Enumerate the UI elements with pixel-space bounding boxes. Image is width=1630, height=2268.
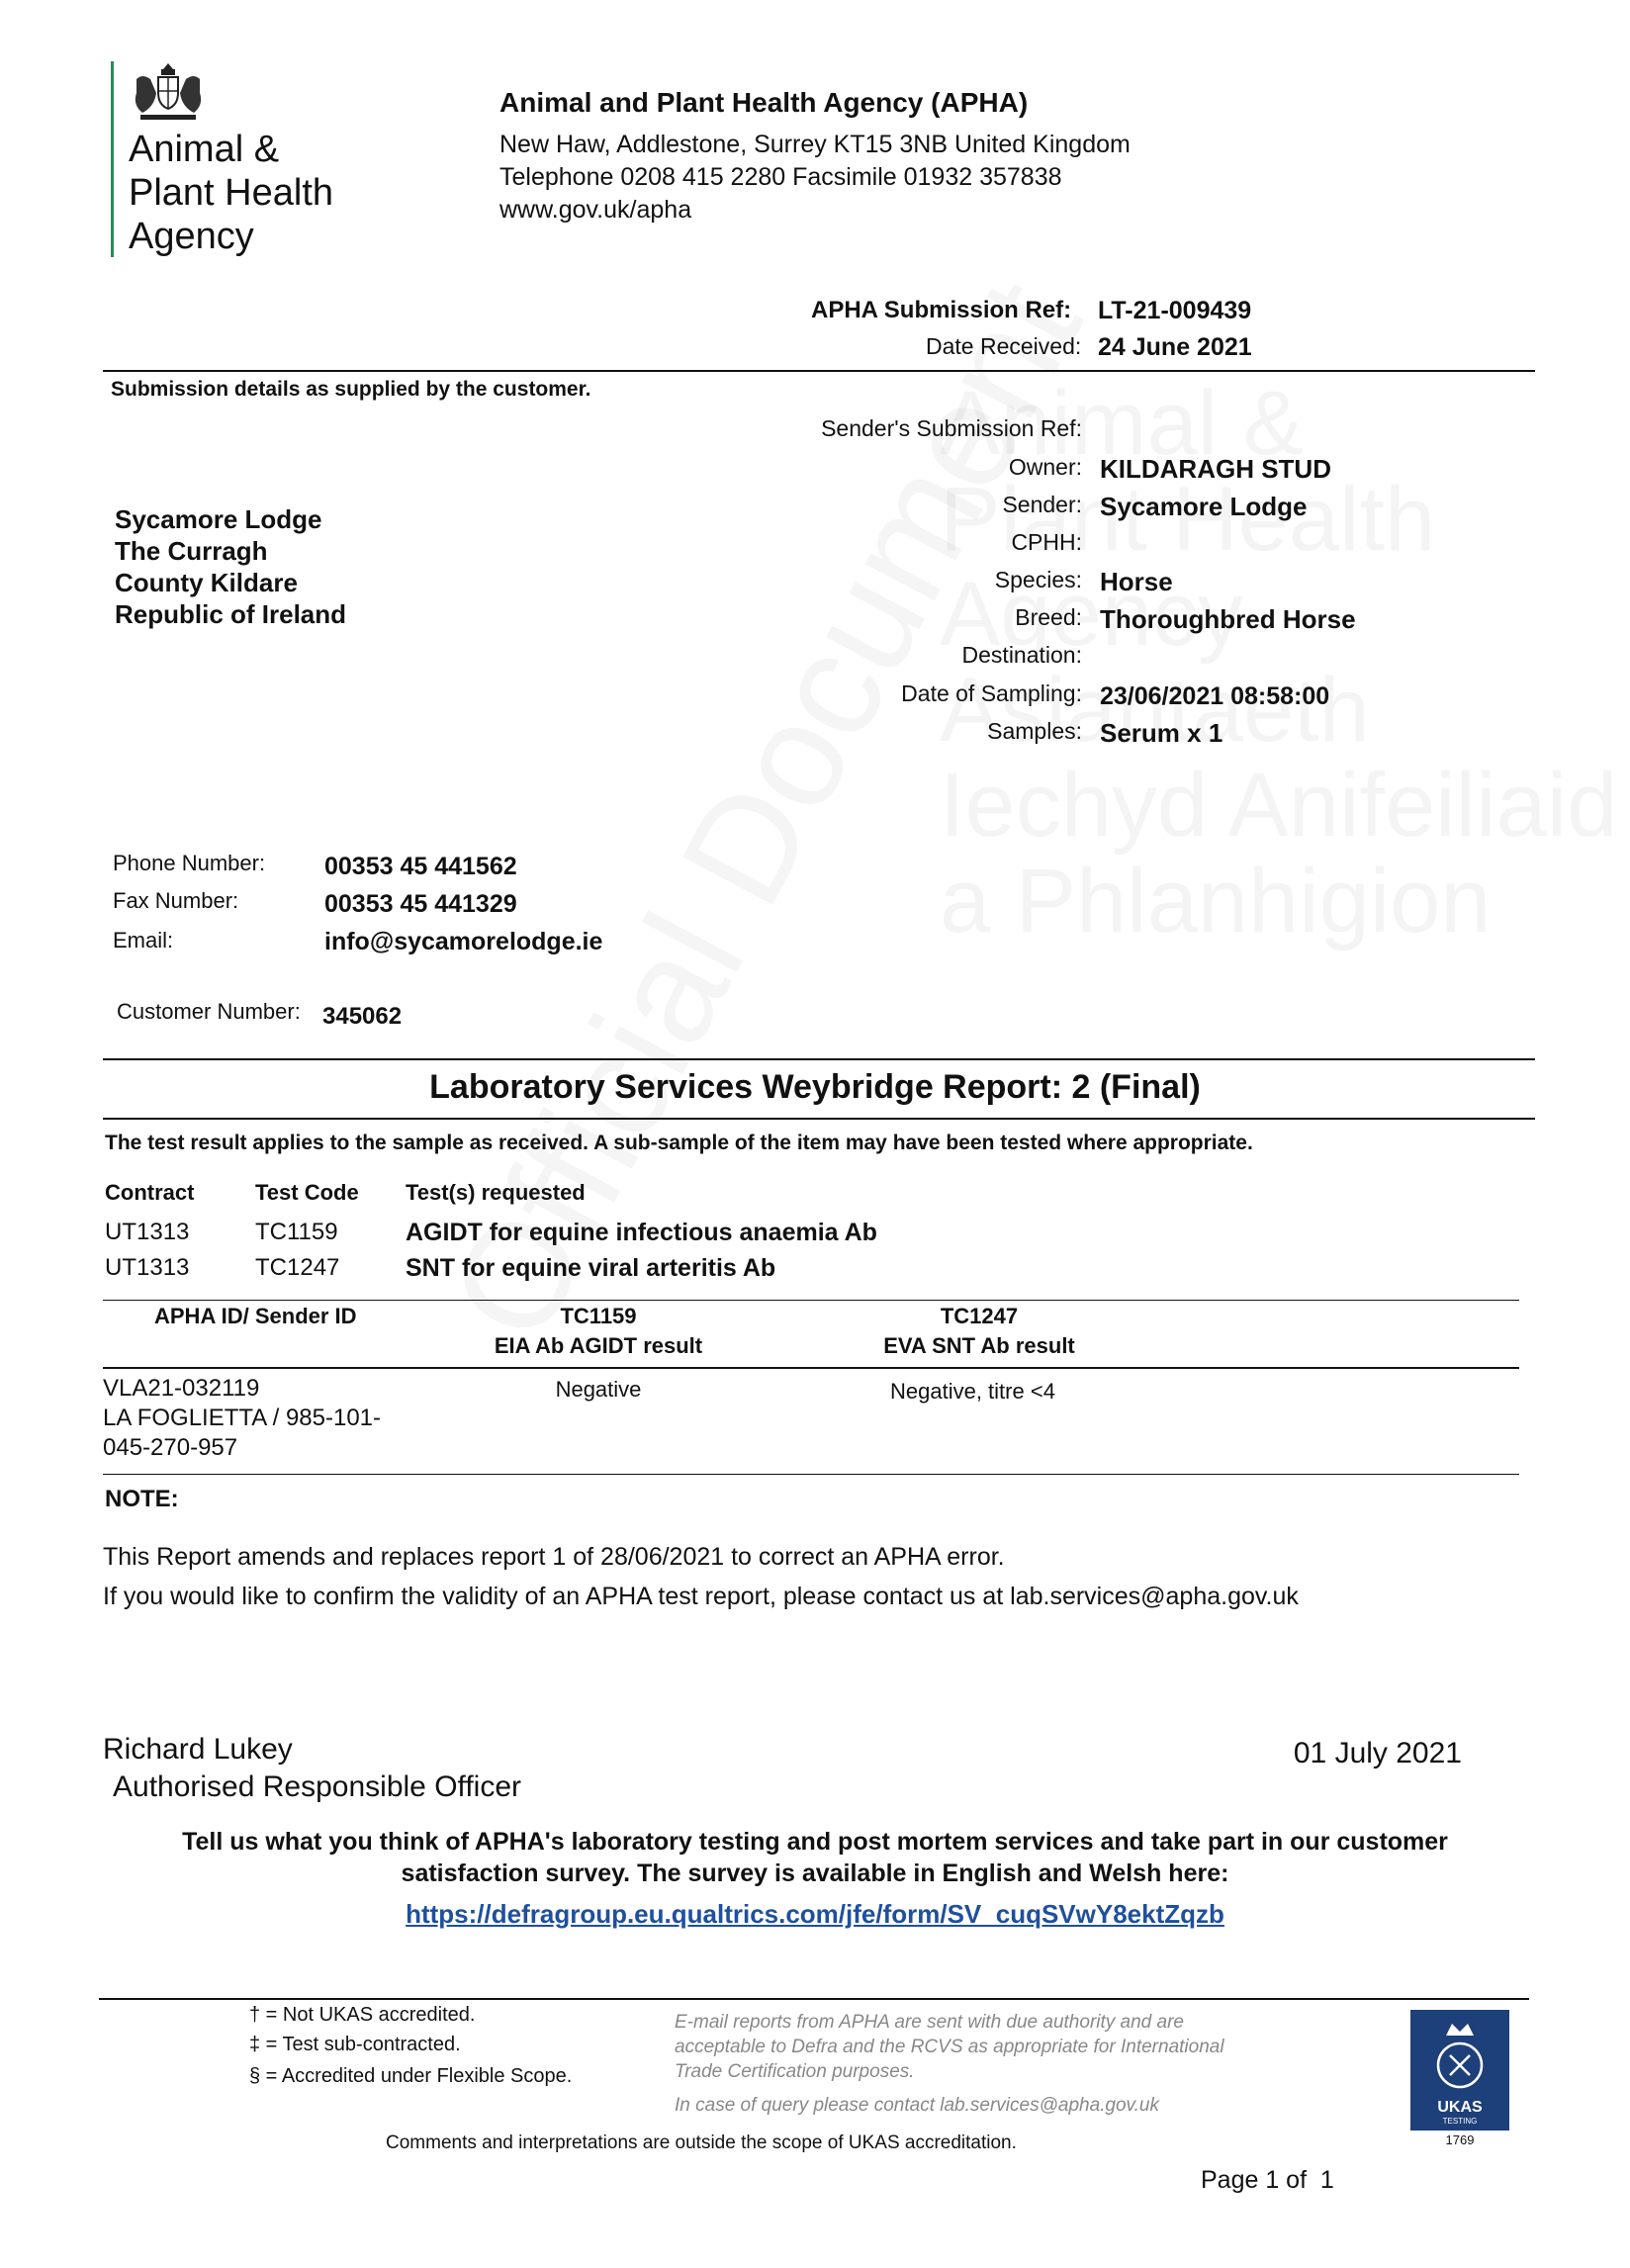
cphh-label: CPHH:: [1011, 529, 1082, 555]
footer-key-not-ukas: † = Not UKAS accredited.: [249, 2004, 476, 2026]
signatory-name: Richard Lukey: [103, 1733, 293, 1766]
species-label: Species:: [994, 567, 1082, 592]
ukas-badge: [1410, 2010, 1509, 2146]
result-id-line: VLA21-032119: [103, 1375, 260, 1402]
address-line: Sycamore Lodge: [115, 504, 322, 534]
divider-report-bottom: [103, 1118, 1535, 1120]
test-code: TC1247: [255, 1254, 340, 1281]
ukas-comments: Comments and interpretations are outside the scope of UKAS accreditation.: [386, 2132, 1017, 2153]
test-name: AGIDT for equine infectious anaemia Ab: [406, 1219, 877, 1246]
agency-name: Animal and Plant Health Agency (APHA): [499, 87, 1029, 118]
tests-header-requested: Test(s) requested: [406, 1180, 586, 1205]
address-line: County Kildare: [115, 568, 298, 597]
agency-phone-fax: Telephone 0208 415 2280 Facsimile 01932 357838: [499, 163, 1062, 191]
phone-value: 00353 45 441562: [324, 853, 517, 880]
date-received-label: Date Received:: [926, 333, 1082, 359]
result-eia: Negative: [555, 1377, 642, 1402]
divider-footer: [99, 1998, 1529, 2000]
fax-label: Fax Number:: [113, 888, 239, 913]
report-title: Laboratory Services Weybridge Report: 2 (Final): [429, 1068, 1201, 1106]
survey-line2: satisfaction survey. The survey is available in English and Welsh here:: [401, 1860, 1229, 1887]
email-note-line2: acceptable to Defra and the RCVS as appropriate for International: [675, 2037, 1224, 2057]
address-line: The Curragh: [115, 536, 268, 566]
results-header-col1-code: TC1159: [560, 1304, 637, 1328]
submission-ref-value: LT-21-009439: [1098, 297, 1252, 324]
royal-coat-of-arms-icon: [129, 61, 208, 123]
ukas-badge-panel: [1410, 2010, 1509, 2131]
fax-value: 00353 45 441329: [324, 890, 517, 918]
test-name: SNT for equine viral arteritis Ab: [406, 1254, 776, 1282]
samples-label: Samples:: [987, 718, 1082, 744]
ukas-number: 1769: [1445, 2132, 1475, 2147]
date-received-value: 24 June 2021: [1098, 333, 1252, 361]
ukas-label: UKAS: [1437, 2099, 1483, 2116]
logo-text-line1: Animal &: [129, 129, 280, 170]
query-note: In case of query please contact lab.services@apha.gov.uk: [675, 2095, 1159, 2116]
survey-link[interactable]: https://defragroup.eu.qualtrics.com/jfe/form/SV_cuqSVwY8ektZqzb: [406, 1899, 1224, 1929]
customer-number-label: Customer Number:: [117, 999, 301, 1024]
result-eva: Negative, titre <4: [890, 1379, 1055, 1404]
customer-number-value: 345062: [322, 1003, 403, 1030]
submission-ref-label: APHA Submission Ref:: [811, 297, 1072, 323]
note-line2: If you would like to confirm the validity of an APHA test report, please contact us at lab.services@apha.gov.uk: [103, 1583, 1299, 1610]
agency-logo: [111, 61, 368, 259]
test-code: TC1159: [255, 1219, 338, 1245]
email-label: Email:: [113, 928, 174, 953]
page-number: Page 1 of 1: [1201, 2166, 1334, 2194]
breed-value: Thoroughbred Horse: [1100, 604, 1356, 634]
sender-value: Sycamore Lodge: [1100, 492, 1308, 521]
logo-text-line3: Agency: [129, 216, 254, 257]
tests-header-test-code: Test Code: [255, 1180, 359, 1205]
test-contract: UT1313: [105, 1254, 190, 1281]
signatory-title: Authorised Responsible Officer: [113, 1770, 521, 1803]
logo-text-line2: Plant Health: [129, 172, 334, 214]
sender-label: Sender:: [1002, 492, 1082, 517]
results-header-col2-code: TC1247: [940, 1304, 1019, 1328]
result-id-line: 045-270-957: [103, 1434, 238, 1461]
submission-details-heading: Submission details as supplied by the customer.: [111, 378, 591, 401]
email-value: info@sycamorelodge.ie: [324, 928, 603, 955]
results-header-col1-name: EIA Ab AGIDT result: [494, 1333, 703, 1358]
agency-website: www.gov.uk/apha: [499, 196, 692, 224]
logo-green-bar: [111, 61, 114, 257]
result-id-line: LA FOGLIETTA / 985-101-: [103, 1405, 382, 1431]
report-date: 01 July 2021: [1293, 1737, 1462, 1769]
note-heading: NOTE:: [105, 1486, 179, 1512]
divider-results-top: [103, 1300, 1519, 1301]
agency-address: New Haw, Addlestone, Surrey KT15 3NB United Kingdom: [499, 131, 1131, 158]
footer-key-flexible-scope: § = Accredited under Flexible Scope.: [249, 2065, 573, 2087]
phone-label: Phone Number:: [113, 851, 266, 875]
date-of-sampling-label: Date of Sampling:: [901, 680, 1082, 706]
results-header-id: APHA ID/ Sender ID: [154, 1304, 357, 1328]
note-line1: This Report amends and replaces report 1 of 28/06/2021 to correct an APHA error.: [103, 1543, 1005, 1571]
species-value: Horse: [1100, 567, 1173, 596]
sender-ref-label: Sender's Submission Ref:: [821, 415, 1082, 441]
email-note-line1: E-mail reports from APHA are sent with due authority and are: [675, 2012, 1184, 2033]
divider-results-header: [103, 1367, 1519, 1369]
ukas-sub-label: TESTING: [1442, 2117, 1478, 2126]
footer-key-sub-contracted: ‡ = Test sub-contracted.: [249, 2034, 461, 2055]
owner-label: Owner:: [1008, 454, 1082, 480]
survey-line1: Tell us what you think of APHA's laboratory testing and post mortem services and take part in our customer: [182, 1828, 1448, 1856]
tests-header-contract: Contract: [105, 1180, 195, 1205]
test-contract: UT1313: [105, 1219, 190, 1245]
divider-top: [103, 370, 1535, 372]
divider-results-bottom: [103, 1474, 1519, 1475]
results-header-col2-name: EVA SNT Ab result: [883, 1333, 1075, 1358]
samples-value: Serum x 1: [1100, 718, 1223, 748]
destination-label: Destination:: [961, 642, 1082, 668]
date-of-sampling-value: 23/06/2021 08:58:00: [1100, 682, 1330, 710]
owner-value: KILDARAGH STUD: [1100, 454, 1331, 484]
report-applies-note: The test result applies to the sample as received. A sub-sample of the item may have been tested where appropriate.: [105, 1132, 1253, 1154]
breed-label: Breed:: [1015, 604, 1082, 630]
email-note-line3: Trade Certification purposes.: [675, 2061, 915, 2082]
ukas-crown-icon: [1410, 2014, 1509, 2099]
address-line: Republic of Ireland: [115, 599, 347, 629]
divider-report-top: [103, 1058, 1535, 1060]
